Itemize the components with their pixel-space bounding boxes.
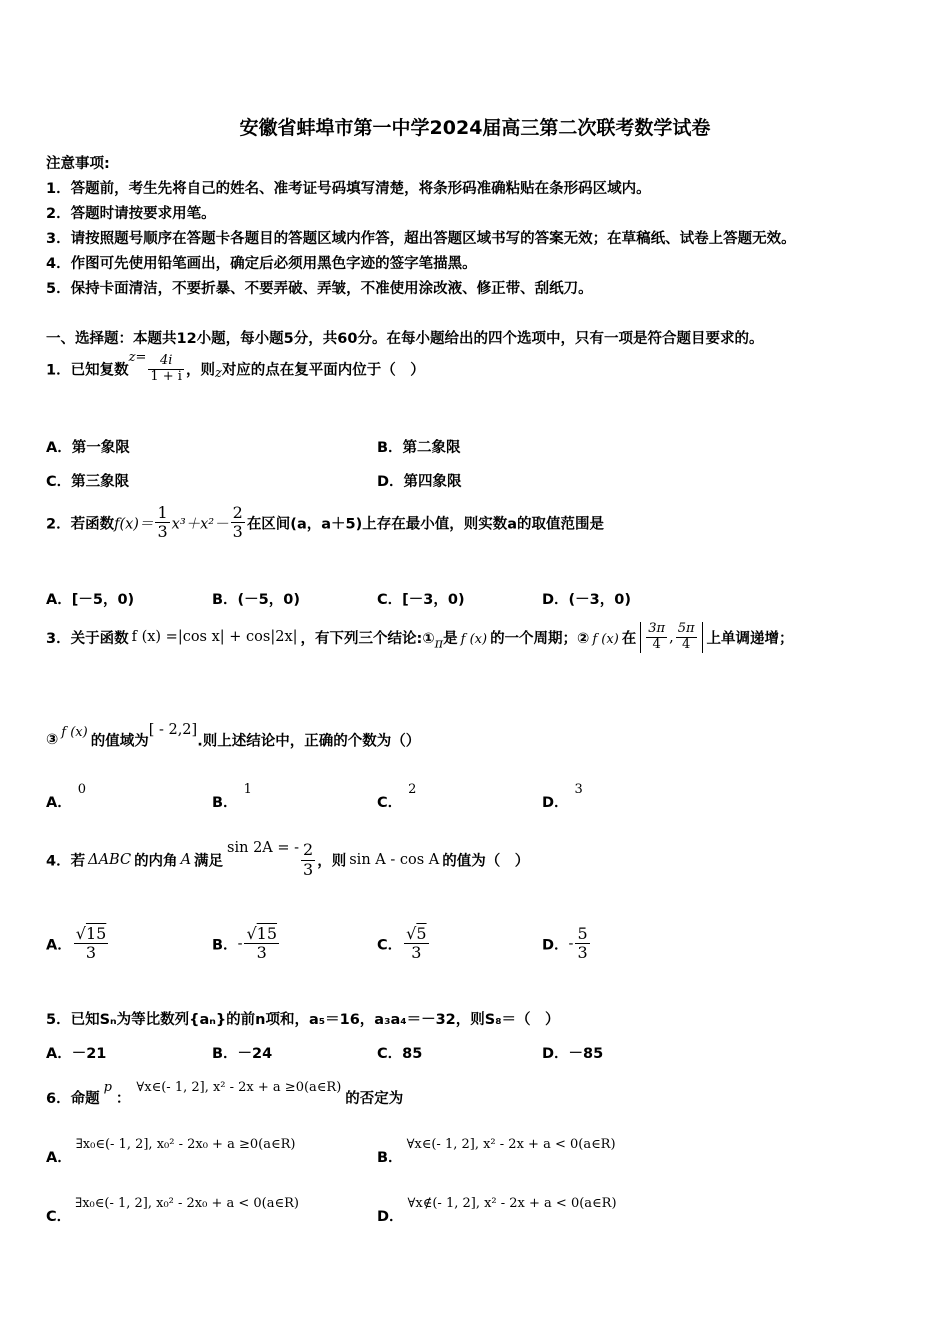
option-c[interactable]: C．第三象限 [46, 474, 130, 490]
page-title: 安徽省蚌埠市第一中学2024届高三第二次联考数学试卷 [239, 117, 711, 139]
question-1: 1．已知复数z= $\frac{4i}{1 + i}$ ，则z对应的点在复平面内位于（ ） [46, 350, 425, 384]
option-d[interactable]: D．－85 [542, 1046, 604, 1062]
option-d[interactable]: D．3 [542, 782, 583, 811]
option-c[interactable]: C．85 [377, 1046, 423, 1062]
option-b[interactable]: B．－24 [212, 1046, 273, 1062]
question-3: 3．关于函数 f (x) =|cos x| + cos|2x| ，有下列三个结论:①π是 f (x) 的一个周期；② f (x) 在 $\frac{3\pi}{4}$ , $\frac{5\pi}{4}$ 上单调递增； [46, 621, 794, 652]
notice-item: 1．答题前，考生先将自己的姓名、准考证号码填写清楚，将条形码准确粘贴在条形码区域内。 [46, 181, 651, 197]
notice-item: 5．保持卡面清洁，不要折暴、不要弄破、弄皱，不准使用涂改液、修正带、刮纸刀。 [46, 281, 593, 297]
option-d[interactable]: D．(－3，0) [542, 592, 631, 608]
notice-item: 2．答题时请按要求用笔。 [46, 206, 216, 222]
option-b[interactable]: B．第二象限 [377, 440, 461, 456]
option-a[interactable]: A． $\frac{√15}{3}$ [46, 924, 107, 963]
option-d[interactable]: D．第四象限 [377, 474, 462, 490]
option-a[interactable]: A．0 [46, 782, 87, 811]
option-c[interactable]: C．2 [377, 782, 417, 811]
notice-item: 3．请按照题号顺序在答题卡各题目的答题区域内作答，超出答题区域书写的答案无效；在草稿纸、试卷上答题无效。 [46, 231, 796, 247]
question-6: 6．命题p：∀x∈(- 1, 2], x² - 2x + a ≥0(a∈R)的否定为 [46, 1080, 404, 1107]
section-heading: 一、选择题：本题共12小题，每小题5分，共60分。在每小题给出的四个选项中，只有一项是符合题目要求的。 [46, 331, 764, 347]
notice-item: 4．作图可先使用铅笔画出，确定后必须用黑色字迹的签字笔描黑。 [46, 256, 477, 272]
question-4: 4．若 ΔABC 的内角 A 满足sin 2A = - $\frac{2}{3}$ ，则 sin A - cos A 的值为（ ） [46, 840, 530, 879]
option-b[interactable]: B．∀x∈(- 1, 2], x² - 2x + a < 0(a∈R) [377, 1137, 616, 1166]
option-b[interactable]: B．- $\frac{√15}{3}$ [212, 924, 278, 963]
option-d[interactable]: D．- $\frac{5}{3}$ [542, 924, 588, 963]
option-a[interactable]: A．－21 [46, 1046, 107, 1062]
option-b[interactable]: B．(－5，0) [212, 592, 300, 608]
option-d[interactable]: D．∀x∉(- 1, 2], x² - 2x + a < 0(a∈R) [377, 1196, 617, 1225]
option-a[interactable]: A．第一象限 [46, 440, 130, 456]
notice-heading: 注意事项: [46, 156, 110, 172]
option-a[interactable]: A．∃x₀∈(- 1, 2], x₀² - 2x₀ + a ≥0(a∈R) [46, 1137, 296, 1166]
option-b[interactable]: B．1 [212, 782, 252, 811]
option-c[interactable]: C．∃x₀∈(- 1, 2], x₀² - 2x₀ + a < 0(a∈R) [46, 1196, 299, 1225]
question-2: 2．若函数f(x)＝ $\frac{1}{3}$ x³＋x²－ $\frac{2}{3}$ 在区间(a，a＋5)上存在最小值，则实数a的取值范围是 [46, 503, 605, 542]
question-5: 5．已知Sₙ为等比数列{aₙ}的前n项和，a₅＝16，a₃a₄＝－32，则S₈＝（ ） [46, 1012, 560, 1028]
option-c[interactable]: C．[－3，0) [377, 592, 465, 608]
option-a[interactable]: A．[－5，0) [46, 592, 135, 608]
question-3-line-2: ③ f (x)的值域为[ - 2,2].则上述结论中，正确的个数为（） [46, 722, 421, 750]
option-c[interactable]: C． $\frac{√5}{3}$ [377, 924, 427, 963]
